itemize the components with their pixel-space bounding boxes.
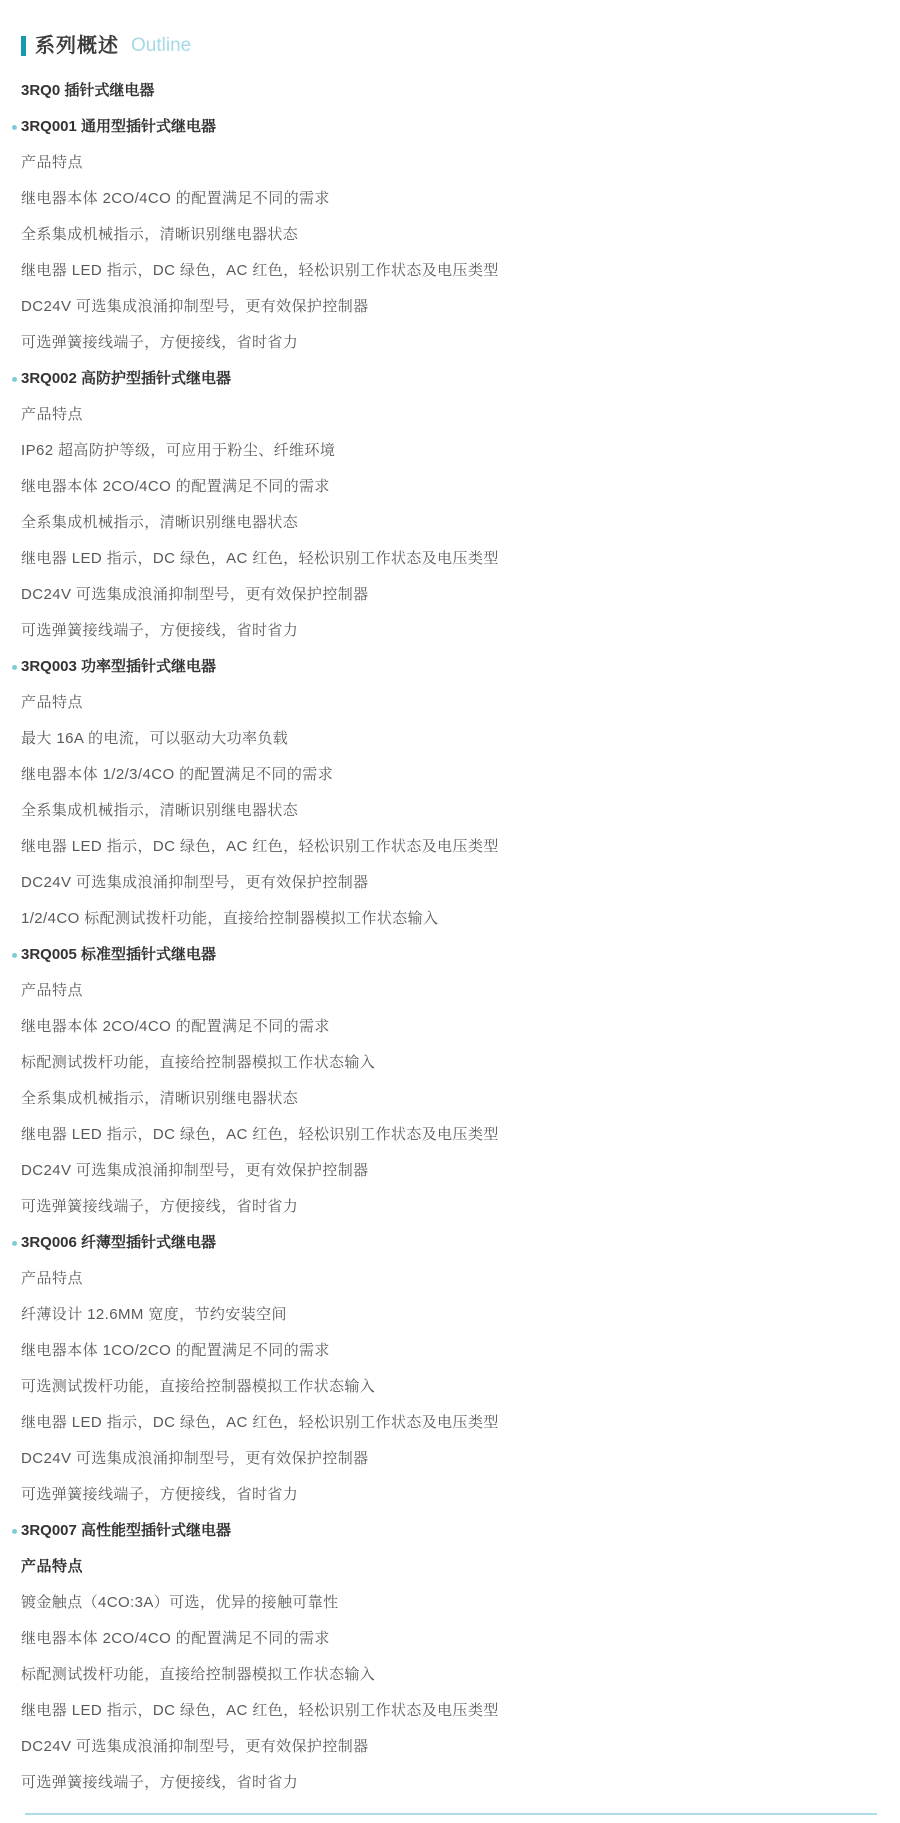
feature-item: 镀金触点（4CO:3A）可选，优异的接触可靠性 [21, 1594, 339, 1611]
feature-item: 继电器 LED 指示，DC 绿色，AC 红色，轻松识别工作状态及电压类型 [21, 838, 499, 855]
feature-item: DC24V 可选集成浪涌抑制型号，更有效保护控制器 [21, 874, 369, 891]
product-title: 3RQ005 标准型插针式继电器 [21, 946, 217, 963]
feature-item: 继电器本体 1/2/3/4CO 的配置满足不同的需求 [21, 766, 334, 783]
feature-item: 继电器 LED 指示，DC 绿色，AC 红色，轻松识别工作状态及电压类型 [21, 1414, 499, 1431]
feature-item: 继电器本体 2CO/4CO 的配置满足不同的需求 [21, 478, 330, 495]
feature-item: 可选测试拨杆功能，直接给控制器模拟工作状态输入 [21, 1378, 376, 1395]
product-section [21, 371, 881, 639]
section-header [21, 34, 881, 58]
product-heading [21, 659, 881, 675]
features-label: 产品特点 [21, 406, 84, 423]
feature-item: 全系集成机械指示，清晰识别继电器状态 [21, 1090, 299, 1107]
bullet-icon [12, 1241, 17, 1246]
product-heading [21, 947, 881, 963]
feature-item: 可选弹簧接线端子，方便接线，省时省力 [21, 622, 299, 639]
feature-item: 全系集成机械指示，清晰识别继电器状态 [21, 802, 299, 819]
feature-item: 继电器 LED 指示，DC 绿色，AC 红色，轻松识别工作状态及电压类型 [21, 1126, 499, 1143]
feature-item: 标配测试拨杆功能，直接给控制器模拟工作状态输入 [21, 1666, 376, 1683]
feature-item: 继电器本体 2CO/4CO 的配置满足不同的需求 [21, 1018, 330, 1035]
bullet-icon [12, 665, 17, 670]
feature-item: 继电器本体 1CO/2CO 的配置满足不同的需求 [21, 1342, 330, 1359]
product-section [21, 1235, 881, 1503]
features-label: 产品特点 [21, 1270, 84, 1287]
feature-item: 继电器 LED 指示，DC 绿色，AC 红色，轻松识别工作状态及电压类型 [21, 262, 499, 279]
product-section [21, 119, 881, 351]
feature-item: DC24V 可选集成浪涌抑制型号，更有效保护控制器 [21, 298, 369, 315]
bottom-divider [25, 1813, 877, 1815]
feature-item: DC24V 可选集成浪涌抑制型号，更有效保护控制器 [21, 1162, 369, 1179]
product-heading [21, 1235, 881, 1251]
product-section [21, 947, 881, 1215]
feature-item: 继电器本体 2CO/4CO 的配置满足不同的需求 [21, 1630, 330, 1647]
feature-item: 可选弹簧接线端子，方便接线，省时省力 [21, 1198, 299, 1215]
feature-item: DC24V 可选集成浪涌抑制型号，更有效保护控制器 [21, 1450, 369, 1467]
feature-item: IP62 超高防护等级，可应用于粉尘、纤维环境 [21, 442, 336, 459]
feature-item: 标配测试拨杆功能，直接给控制器模拟工作状态输入 [21, 1054, 376, 1071]
product-title: 3RQ001 通用型插针式继电器 [21, 118, 217, 135]
product-heading [21, 371, 881, 387]
feature-item: 可选弹簧接线端子，方便接线，省时省力 [21, 1774, 299, 1791]
feature-item: 继电器本体 2CO/4CO 的配置满足不同的需求 [21, 190, 330, 207]
features-label: 产品特点 [21, 154, 84, 171]
product-heading [21, 1523, 881, 1539]
series-title: 3RQ0 插针式继电器 [21, 82, 155, 99]
product-title: 3RQ003 功率型插针式继电器 [21, 658, 217, 675]
product-section [21, 1523, 881, 1791]
feature-item: 全系集成机械指示，清晰识别继电器状态 [21, 514, 299, 531]
sections-container [21, 119, 881, 1791]
bullet-icon [12, 953, 17, 958]
features-label: 产品特点 [21, 982, 84, 999]
bullet-icon [12, 1529, 17, 1534]
bullet-icon [12, 377, 17, 382]
feature-item: 纤薄设计 12.6MM 宽度，节约安装空间 [21, 1306, 287, 1323]
product-section [21, 659, 881, 927]
feature-item: 全系集成机械指示，清晰识别继电器状态 [21, 226, 299, 243]
feature-item: 可选弹簧接线端子，方便接线，省时省力 [21, 1486, 299, 1503]
feature-item: 继电器 LED 指示，DC 绿色，AC 红色，轻松识别工作状态及电压类型 [21, 1702, 499, 1719]
feature-item: 继电器 LED 指示，DC 绿色，AC 红色，轻松识别工作状态及电压类型 [21, 550, 499, 567]
accent-bar-icon [21, 36, 26, 56]
bullet-icon [12, 125, 17, 130]
product-heading [21, 119, 881, 135]
features-label: 产品特点 [21, 694, 84, 711]
page-title-en: Outline [131, 35, 192, 56]
product-title: 3RQ007 高性能型插针式继电器 [21, 1522, 232, 1539]
feature-item: 可选弹簧接线端子，方便接线，省时省力 [21, 334, 299, 351]
feature-item: 1/2/4CO 标配测试拨杆功能，直接给控制器模拟工作状态输入 [21, 910, 439, 927]
product-title: 3RQ002 高防护型插针式继电器 [21, 370, 232, 387]
feature-item: 最大 16A 的电流，可以驱动大功率负载 [21, 730, 289, 747]
features-label: 产品特点 [21, 1558, 84, 1575]
page-title-cn: 系列概述 [35, 35, 119, 57]
feature-item: DC24V 可选集成浪涌抑制型号，更有效保护控制器 [21, 1738, 369, 1755]
product-title: 3RQ006 纤薄型插针式继电器 [21, 1234, 217, 1251]
feature-item: DC24V 可选集成浪涌抑制型号，更有效保护控制器 [21, 586, 369, 603]
